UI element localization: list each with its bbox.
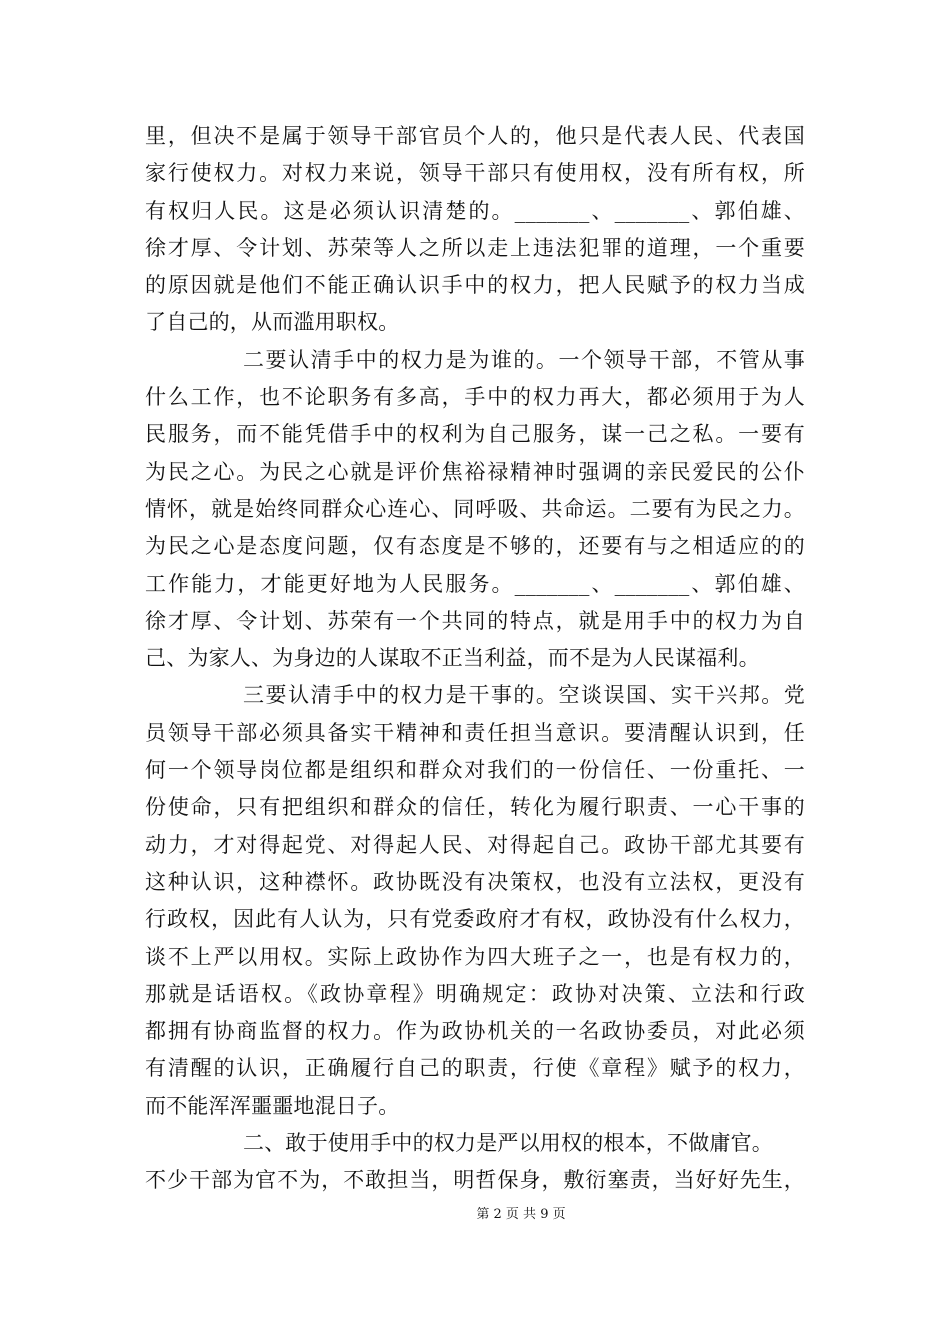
text-line: 徐才厚、令计划、苏荣等人之所以走上违法犯罪的道理，一个重要 [145,235,805,260]
text-line: 为民之心是态度问题，仅有态度是不够的，还要有与之相适应的的 [145,534,805,559]
text-line: 谈不上严以用权。实际上政协作为四大班子之一，也是有权力的， [145,944,805,969]
text-line: 什么工作，也不论职务有多高，手中的权力再大，都必须用于为人 [145,385,805,410]
text-line: 何一个领导岗位都是组织和群众对我们的一份信任、一份重托、一 [145,758,805,783]
text-line: 员领导干部必须具备实干精神和责任担当意识。要清醒认识到，任 [145,720,805,745]
text-line: 己、为家人、为身边的人谋取不正当利益，而不是为人民谋福利。 [145,646,760,671]
text-line: 了自己的，从而滥用职权。 [145,310,400,335]
text-line: 二、敢于使用手中的权力是严以用权的根本，不做庸官。 [243,1131,773,1156]
text-line: 而不能浑浑噩噩地混日子。 [145,1093,400,1118]
text-line: 有权归人民。这是必须认识清楚的。_______、_______、郭伯雄、 [145,198,805,223]
text-line: 那就是话语权。《政协章程》明确规定：政协对决策、立法和行政 [145,981,805,1006]
text-line: 的原因就是他们不能正确认识手中的权力，把人民赋予的权力当成 [145,273,805,298]
text-line: 三要认清手中的权力是干事的。空谈误国、实干兴邦。党 [243,683,805,708]
page-footer: 第 2 页 共 9 页 [476,1207,566,1222]
text-line: 都拥有协商监督的权力。作为政协机关的一名政协委员，对此必须 [145,1019,805,1044]
text-line: 为民之心。为民之心就是评价焦裕禄精神时强调的亲民爱民的公仆 [145,459,805,484]
text-line: 二要认清手中的权力是为谁的。一个领导干部，不管从事 [243,347,805,372]
text-line: 工作能力，才能更好地为人民服务。_______、_______、郭伯雄、 [145,571,805,596]
text-line: 民服务，而不能凭借手中的权利为自己服务，谋一己之私。一要有 [145,422,805,447]
text-line: 动力，才对得起党、对得起人民、对得起自己。政协干部尤其要有 [145,832,805,857]
text-line: 家行使权力。对权力来说，领导干部只有使用权，没有所有权，所 [145,161,805,186]
text-line: 这种认识，这种襟怀。政协既没有决策权，也没有立法权，更没有 [145,869,805,894]
text-line: 情怀，就是始终同群众心连心、同呼吸、共命运。二要有为民之力。 [145,496,805,521]
text-line: 里，但决不是属于领导干部官员个人的，他只是代表人民、代表国 [145,124,805,148]
text-line: 份使命，只有把组织和群众的信任，转化为履行职责、一心干事的 [145,795,805,820]
body-text [145,118,805,1200]
text-line: 行政权，因此有人认为，只有党委政府才有权，政协没有什么权力， [145,907,805,932]
text-line: 徐才厚、令计划、苏荣有一个共同的特点，就是用手中的权力为自 [145,608,805,633]
text-line: 不少干部为官不为，不敢担当，明哲保身，敷衍塞责，当好好先生， [145,1168,805,1193]
text-line: 有清醒的认识，正确履行自己的职责，行使《章程》赋予的权力， [145,1056,805,1081]
